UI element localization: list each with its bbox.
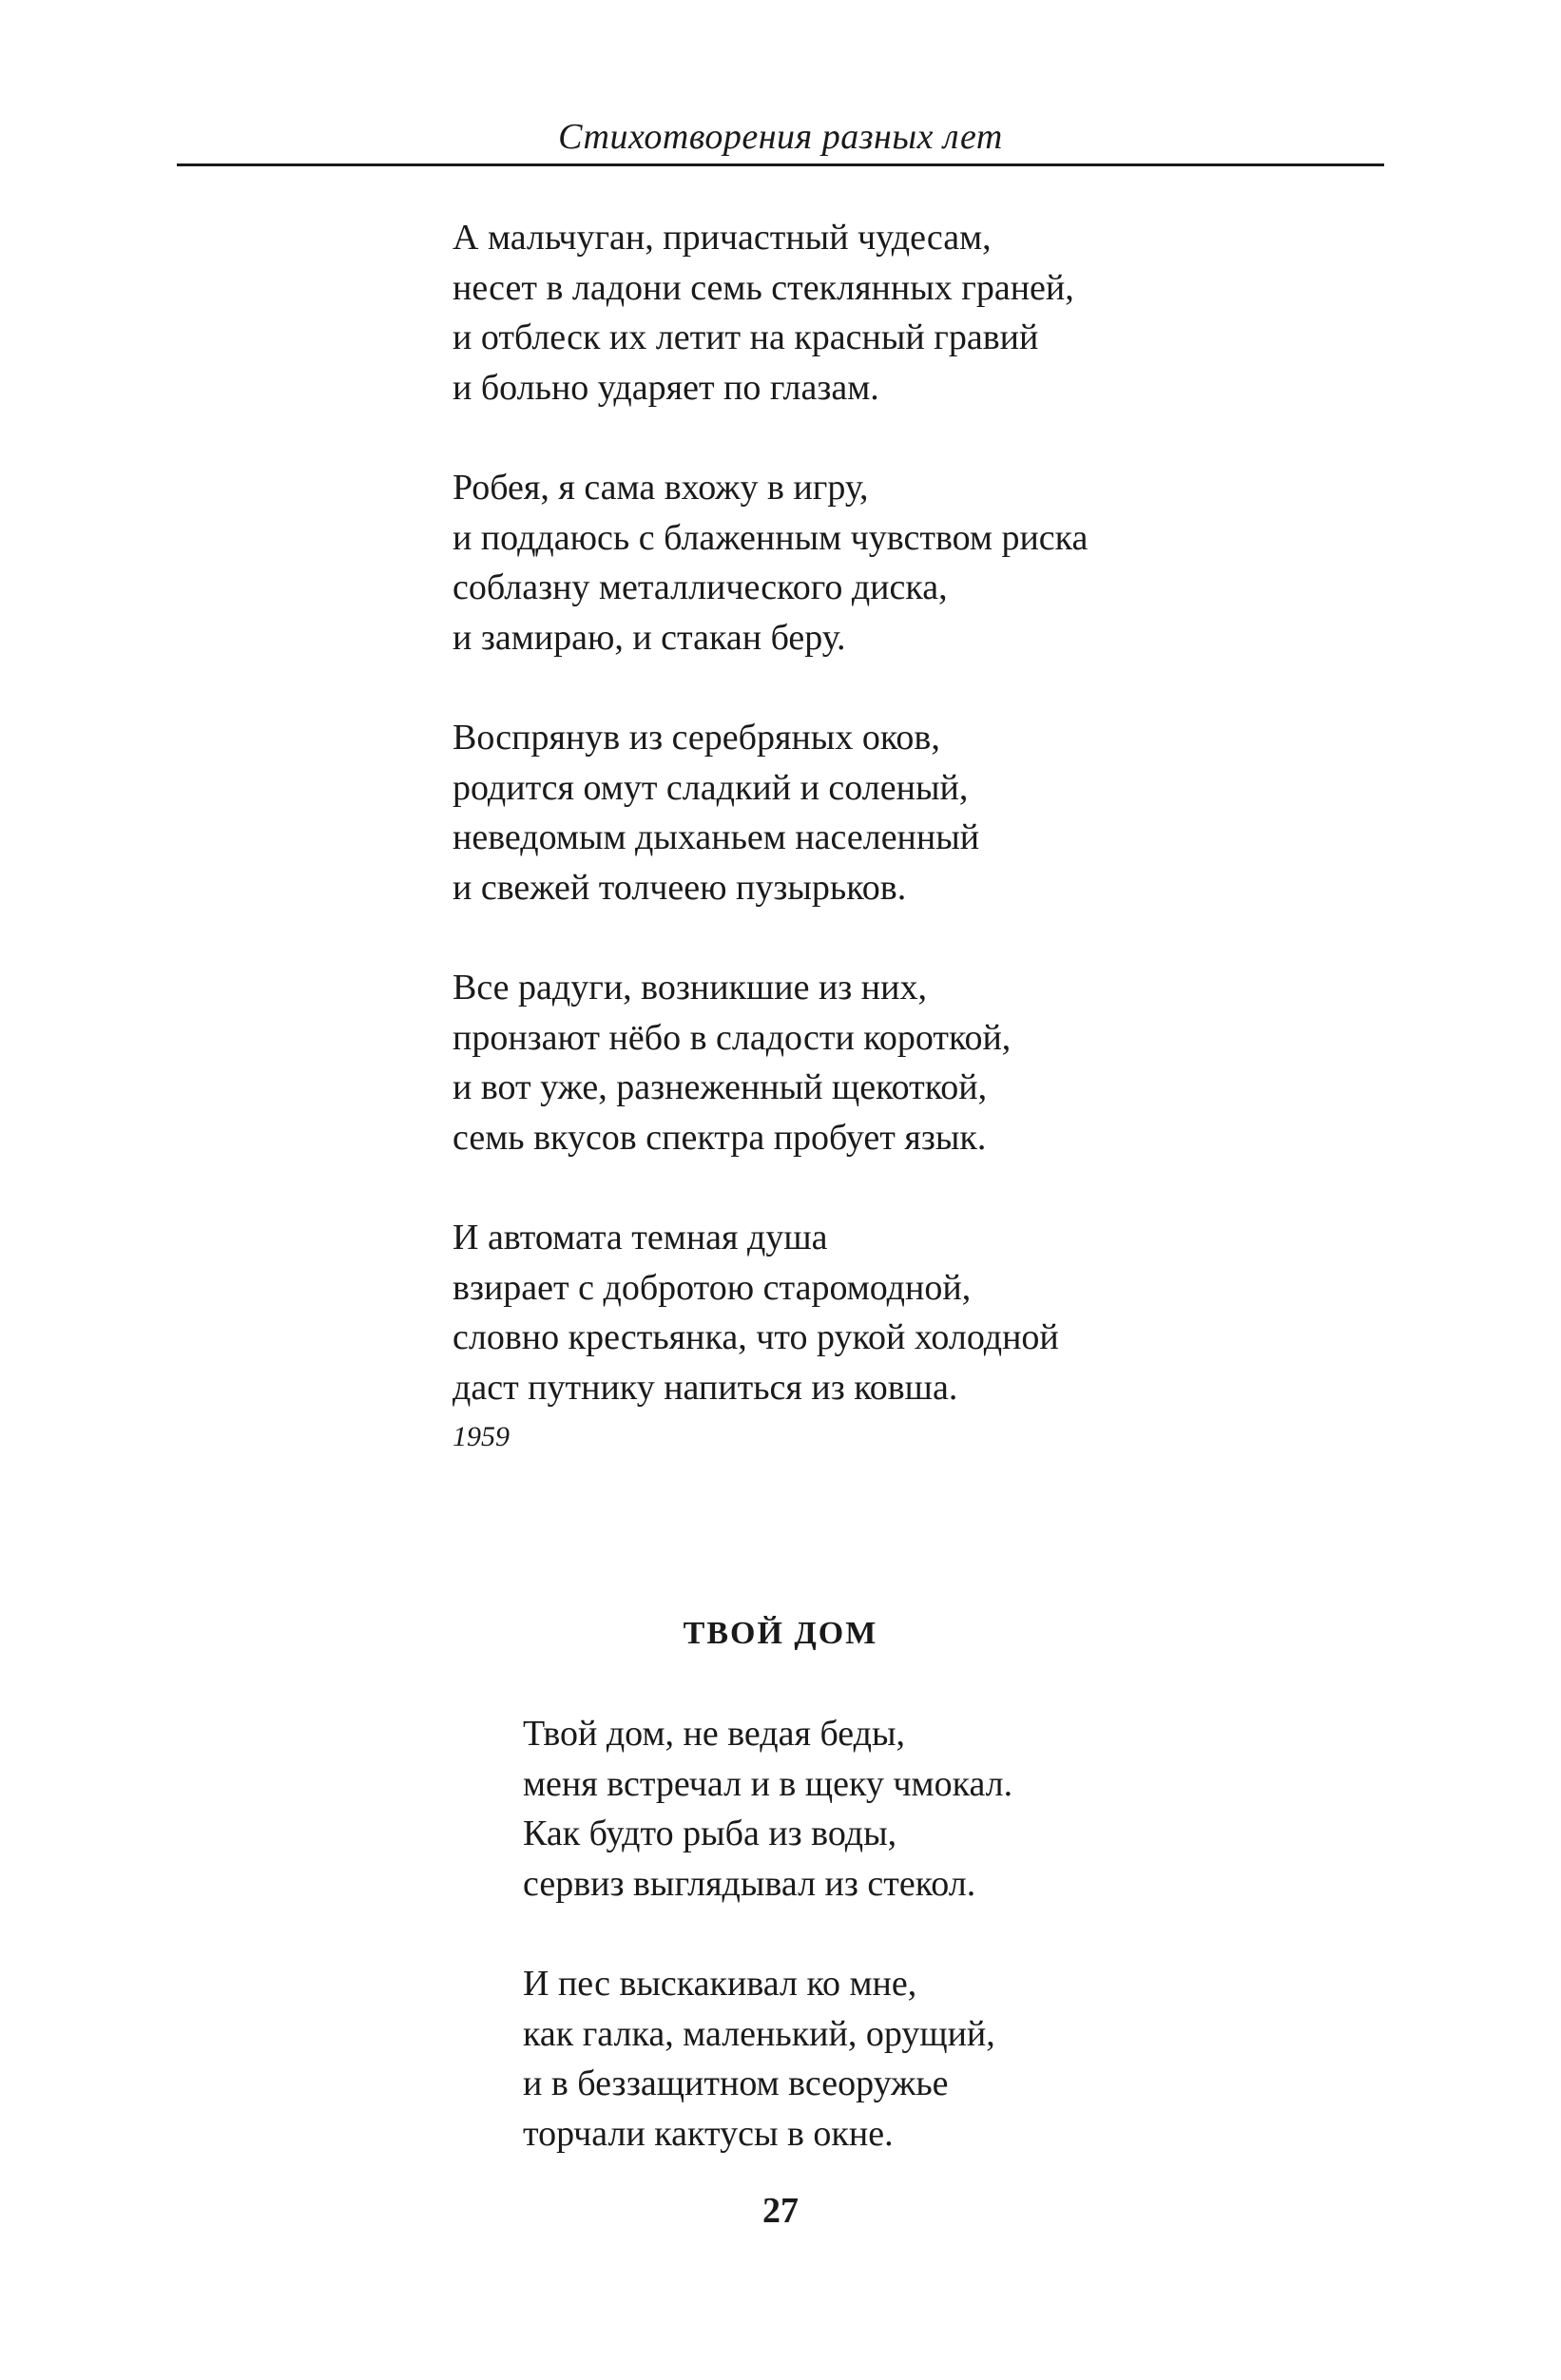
poem-title: ТВОЙ ДОМ xyxy=(683,1616,878,1651)
stanza xyxy=(453,713,1403,912)
stanza xyxy=(523,1959,1378,2159)
verse-line: даст путнику напиться из ковша. xyxy=(453,1367,958,1408)
verse-line: семь вкусов спектра пробует язык. xyxy=(453,1117,987,1158)
verse-line: Как будто рыба из воды, xyxy=(523,1814,897,1853)
verse-line: и вот уже, разнеженный щекоткой, xyxy=(453,1067,988,1107)
verse-line: неведомым дыханьем населенный xyxy=(453,817,980,857)
stanza xyxy=(453,463,1403,662)
verse-line: меня встречал и в щеку чмокал. xyxy=(523,1763,1013,1804)
header-rule xyxy=(177,163,1384,166)
verse-line: несет в ладони семь стеклянных граней, xyxy=(453,267,1074,308)
verse-line: торчали кактусы в окне. xyxy=(523,2113,894,2154)
verse-line: Робея, я сама вхожу в игру, xyxy=(453,468,869,508)
verse-line: соблазну металлического диска, xyxy=(453,567,948,607)
verse-line: словно крестьянка, что рукой холодной xyxy=(453,1317,1059,1357)
verse-line: и больно ударяет по глазам. xyxy=(453,367,879,408)
verse-line: Воспрянув из серебряных оков, xyxy=(453,718,940,758)
verse-line: А мальчуган, причастный чудесам, xyxy=(453,218,992,258)
verse-line: Все радуги, возникшие из них, xyxy=(453,968,927,1008)
page-number: 27 xyxy=(762,2191,799,2231)
verse-line: и свежей толчеею пузырьков. xyxy=(453,867,907,908)
stanza xyxy=(453,213,1403,413)
running-head: Стихотворения разных лет xyxy=(558,117,1003,157)
stanza xyxy=(453,1213,1403,1456)
verse-line: и в беззащитном всеоружье xyxy=(523,2063,949,2103)
verse-line: и поддаюсь с блаженным чувством риска xyxy=(453,517,1089,558)
stanza xyxy=(523,1709,1378,1909)
stanza xyxy=(453,963,1403,1162)
verse-line: как галка, маленький, орущий, xyxy=(523,2013,995,2054)
verse-line: пронзают нёбо в сладости короткой, xyxy=(453,1017,1012,1058)
verse-line: и отблеск их летит на красный гравий xyxy=(453,317,1039,357)
verse-line: Твой дом, не ведая беды, xyxy=(523,1714,906,1754)
poem-date: 1959 xyxy=(453,1421,510,1452)
verse-line: родится омут сладкий и соленый, xyxy=(453,767,969,808)
verse-line: взирает с добротою старомодной, xyxy=(453,1267,972,1308)
poem-untitled xyxy=(453,213,1403,1456)
verse-line: И автомата темная душа xyxy=(453,1218,828,1257)
verse-line: И пес выскакивал ко мне, xyxy=(523,1964,917,2004)
poem-tvoy-dom xyxy=(523,1709,1378,2159)
verse-line: и замираю, и стакан беру. xyxy=(453,617,846,658)
verse-line: сервиз выглядывал из стекол. xyxy=(523,1863,976,1904)
